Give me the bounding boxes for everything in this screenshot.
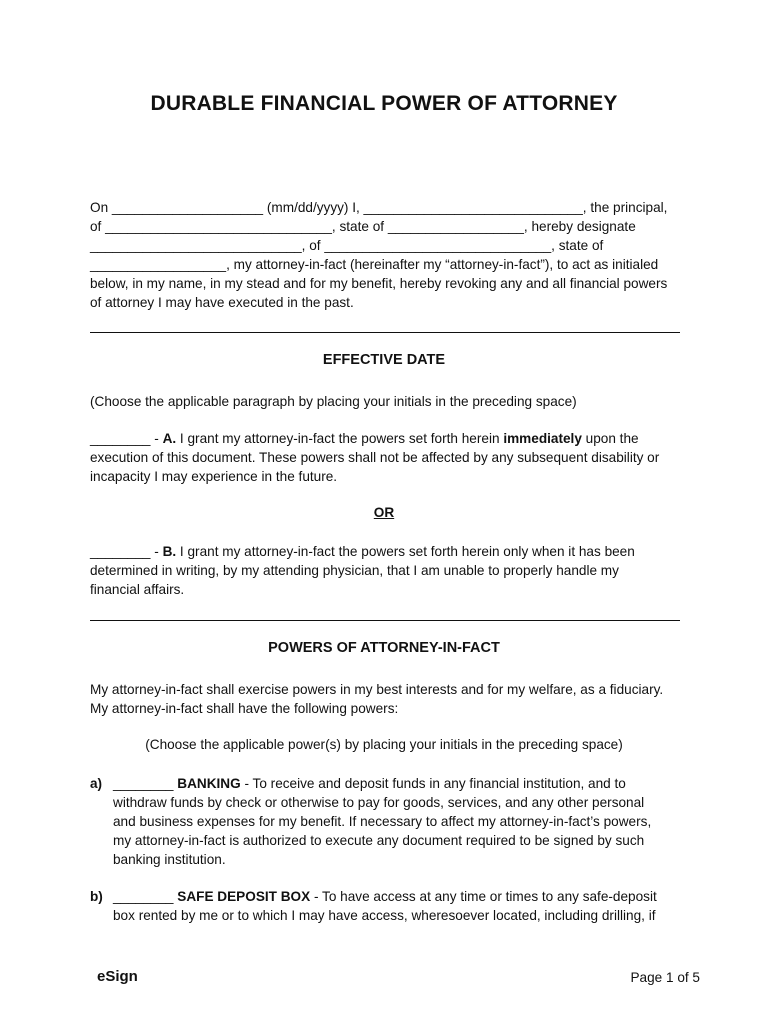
power-item-line: box rented by me or to which I may have access, wheresoever located, including drilling, if [113,908,656,923]
list-marker: b) [90,889,103,904]
power-item-text: - To receive and deposit funds in any financial institution, and to [240,776,626,791]
option-b-label: B. [162,544,177,559]
option-b-line: determined in writing, by my attending physician, that I am unable to properly handle my [90,563,619,578]
option-a-line: incapacity I may experience in the future. [90,469,338,484]
option-a-line: execution of this document. These powers shall not be affected by any subsequent disability or [90,450,660,465]
initials-blank: ________ [113,889,178,904]
esign-logo: eSign [97,968,138,985]
intro-paragraph [90,198,690,312]
list-marker: a) [90,776,103,791]
document-title: DURABLE FINANCIAL POWER OF ATTORNEY [150,92,618,115]
powers-intro-line: My attorney-in-fact shall have the following powers: [90,701,399,716]
intro-line: below, in my name, in my stead and for my benefit, hereby revoking any and all financial powers [90,276,668,291]
intro-line: of ______________________________, state of __________________, hereby designate [90,219,636,234]
option-a-label: A. [162,431,177,446]
option-a-text: upon the [581,431,639,446]
power-item-text: - To have access at any time or times to any safe-deposit [310,889,657,904]
power-item-line [113,887,683,906]
effective-date-instruction: (Choose the applicable paragraph by placing your initials in the preceding space) [90,394,577,409]
or-separator: OR [373,505,395,520]
intro-line: On ____________________ (mm/dd/yyyy) I, _____________________________, the principal, [90,200,668,215]
intro-line: ____________________________, of ______________________________, state of [90,238,604,253]
power-item-line: banking institution. [113,852,226,867]
power-item-line: and business expenses for my benefit. If necessary to affect my attorney-in-fact’s powers, [113,814,652,829]
option-a-emphasis: immediately [503,431,582,446]
intro-line: __________________, my attorney-in-fact (hereinafter my “attorney-in-fact”), to act as initialed [90,257,659,272]
initials-blank: ________ - [90,431,163,446]
option-a-line [90,429,690,448]
option-a-text: I grant my attorney-in-fact the powers set forth herein [176,431,504,446]
powers-intro-line: My attorney-in-fact shall exercise powers in my best interests and for my welfare, as a fiduciary. [90,682,664,697]
power-item-banking [90,774,690,874]
powers-heading: POWERS OF ATTORNEY-IN-FACT [268,640,500,656]
effective-date-heading: EFFECTIVE DATE [322,352,446,368]
power-item-safe-deposit-box [90,887,690,927]
powers-intro [90,680,690,718]
initials-blank: ________ [113,776,178,791]
power-item-line [113,774,683,793]
power-item-label: SAFE DEPOSIT BOX [177,889,311,904]
option-a-paragraph [90,429,690,486]
option-b-line [90,542,690,561]
option-b-text: I grant my attorney-in-fact the powers set forth herein only when it has been [176,544,635,559]
option-b-line: financial affairs. [90,582,185,597]
page-number: Page 1 of 5 [630,970,700,985]
power-item-label: BANKING [177,776,241,791]
power-item-line: my attorney-in-fact is authorized to execute any document required to be signed by such [113,833,645,848]
power-item-body [113,774,683,869]
intro-line: of attorney I may have executed in the past. [90,295,354,310]
section-divider [90,620,680,621]
powers-instruction: (Choose the applicable power(s) by placing your initials in the preceding space) [145,737,623,752]
option-b-paragraph [90,542,690,599]
power-item-body [113,887,683,925]
section-divider [90,332,680,333]
power-item-line: withdraw funds by check or otherwise to pay for goods, services, and any other personal [113,795,645,810]
initials-blank: ________ - [90,544,163,559]
